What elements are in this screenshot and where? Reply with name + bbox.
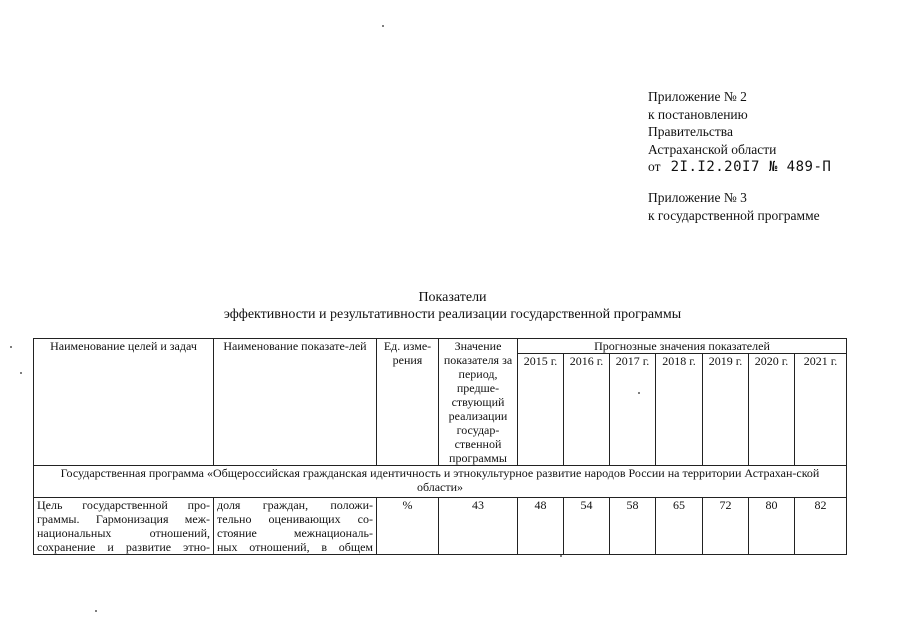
header-year: 2020 г. [749, 354, 795, 466]
scan-speck [20, 372, 22, 374]
header-year: 2015 г. [518, 354, 564, 466]
row1-value: 82 [795, 498, 847, 555]
scan-speck [638, 392, 640, 394]
title-line-1: Показатели [418, 290, 487, 305]
row1-value: 48 [518, 498, 564, 555]
row1-indicator-line: стояние межнациональ- [217, 526, 373, 540]
header-year: 2021 г. [795, 354, 847, 466]
row1-goal-line: сохранение и развитие этно- [37, 540, 210, 554]
row1-value: 65 [656, 498, 703, 555]
row1-indicator-line: ных отношений, в общем [217, 540, 373, 554]
handwritten-date-number: 2I.I2.20I7 № 489-П [670, 159, 832, 176]
row1-goal-line: Цель государственной про- [37, 498, 210, 512]
title-line-2: эффективности и результативности реализации государственной программы [223, 307, 682, 322]
scan-speck [560, 555, 562, 557]
program-name-row: Государственная программа «Общероссийская гражданская идентичность и этнокультурное развитие народов России на территории Астрахан-ской области» [34, 466, 847, 498]
indicators-table [33, 338, 847, 555]
row1-value: 54 [564, 498, 610, 555]
appendix-program-ref: к государственной программе [648, 207, 820, 223]
row1-value: 72 [703, 498, 749, 555]
row1-indicator [214, 498, 377, 555]
appendix-date-line [648, 158, 831, 177]
date-prefix: от [648, 159, 661, 175]
appendix-block [648, 88, 831, 224]
row1-unit: % [377, 498, 439, 555]
row1-indicator-line: тельно оценивающих со- [217, 512, 373, 526]
header-year: 2019 г. [703, 354, 749, 466]
scan-speck [10, 346, 12, 348]
scan-speck [382, 25, 384, 27]
header-forecast: Прогнозные значения показателей [518, 339, 847, 354]
header-unit: Ед. изме-рения [377, 339, 439, 466]
appendix-3-title: Приложение № 3 [648, 189, 747, 205]
appendix-2-title: Приложение № 2 [648, 89, 747, 104]
header-baseline: Значение показателя за период, предше-ствующий реализации государ-ственной программы [439, 339, 518, 466]
row1-indicator-line: доля граждан, положи- [217, 498, 373, 512]
header-year: 2017 г. [610, 354, 656, 466]
row1-baseline: 43 [439, 498, 518, 555]
header-indicators: Наименование показате-лей [214, 339, 377, 466]
row1-goal-line: национальных отношений, [37, 526, 210, 540]
scan-speck [95, 610, 97, 612]
appendix-government: Правительства [648, 124, 733, 140]
header-year: 2016 г. [564, 354, 610, 466]
row1-value: 58 [610, 498, 656, 555]
document-title [0, 289, 905, 323]
appendix-region: Астраханской области [648, 141, 777, 157]
header-goals: Наименование целей и задач [34, 339, 214, 466]
row1-goal-line: граммы. Гармонизация меж- [37, 512, 210, 526]
header-year: 2018 г. [656, 354, 703, 466]
row1-value: 80 [749, 498, 795, 555]
row1-goal [34, 498, 214, 555]
appendix-resolution-ref: к постановлению [648, 106, 748, 122]
